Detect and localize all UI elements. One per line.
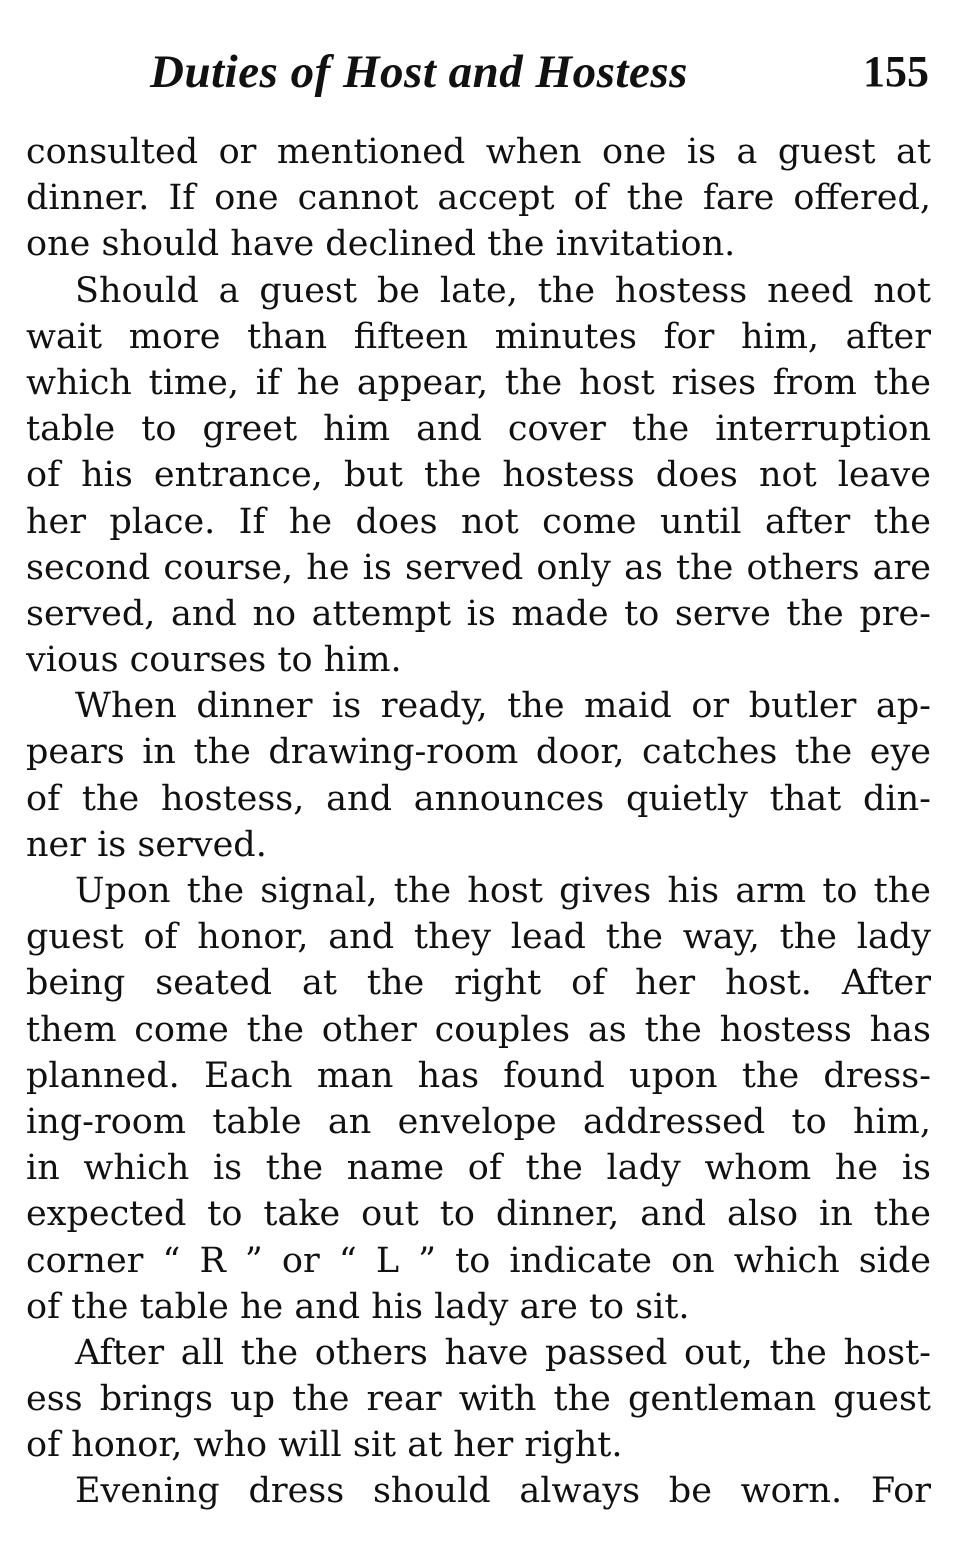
text-line: her place. If he does not come until after the xyxy=(26,501,931,542)
text-line: them come the other couples as the hostess has xyxy=(26,1009,931,1050)
text-line: one should have declined the invitation. xyxy=(26,224,736,265)
page-header xyxy=(150,44,929,104)
body-text xyxy=(26,129,931,1515)
paragraph-first-line: After all the others have passed out, the host- xyxy=(75,1332,931,1373)
running-title: Duties of Host and Hostess xyxy=(150,46,688,98)
text-line: second course, he is served only as the others are xyxy=(26,547,931,588)
paragraph-first-line: Upon the signal, the host gives his arm to the xyxy=(75,871,931,911)
paragraph-first-line: When dinner is ready, the maid or butler ap- xyxy=(75,686,931,727)
paragraph-first-line: Should a guest be late, the hostess need not xyxy=(75,270,931,311)
page-number: 155 xyxy=(863,47,929,96)
paragraph-first-line: Evening dress should always be worn. For xyxy=(75,1471,931,1512)
text-line: consulted or mentioned when one is a guest at xyxy=(26,132,931,172)
text-line: ing-room table an envelope addressed to him, xyxy=(26,1101,931,1142)
text-line: vious courses to him. xyxy=(26,640,402,681)
text-line: ess brings up the rear with the gentleman guest xyxy=(26,1379,931,1420)
text-line: expected to take out to dinner, and also in the xyxy=(26,1194,931,1235)
text-line: wait more than fifteen minutes for him, after xyxy=(26,316,931,357)
text-line: of the hostess, and announces quietly that din- xyxy=(26,778,931,819)
text-line: of honor, who will sit at her right. xyxy=(26,1425,623,1466)
text-line: planned. Each man has found upon the dress- xyxy=(26,1055,931,1096)
text-line: of the table he and his lady are to sit. xyxy=(26,1286,690,1327)
text-line: being seated at the right of her host. After xyxy=(26,963,931,1004)
text-line: table to greet him and cover the interruption xyxy=(26,409,931,450)
text-line: of his entrance, but the hostess does not leave xyxy=(26,455,931,496)
text-line: pears in the drawing-room door, catches the eye xyxy=(26,732,931,773)
text-line: guest of honor, and they lead the way, the lady xyxy=(26,917,931,958)
text-line: served, and no attempt is made to serve the pre- xyxy=(26,593,931,634)
text-line: corner “ R ” or “ L ” to indicate on which side xyxy=(26,1240,931,1281)
text-line: which time, if he appear, the host rises from the xyxy=(26,362,931,403)
text-line: in which is the name of the lady whom he is xyxy=(26,1148,931,1189)
text-line: ner is served. xyxy=(26,824,267,865)
text-line: dinner. If one cannot accept of the fare offered, xyxy=(26,178,931,219)
